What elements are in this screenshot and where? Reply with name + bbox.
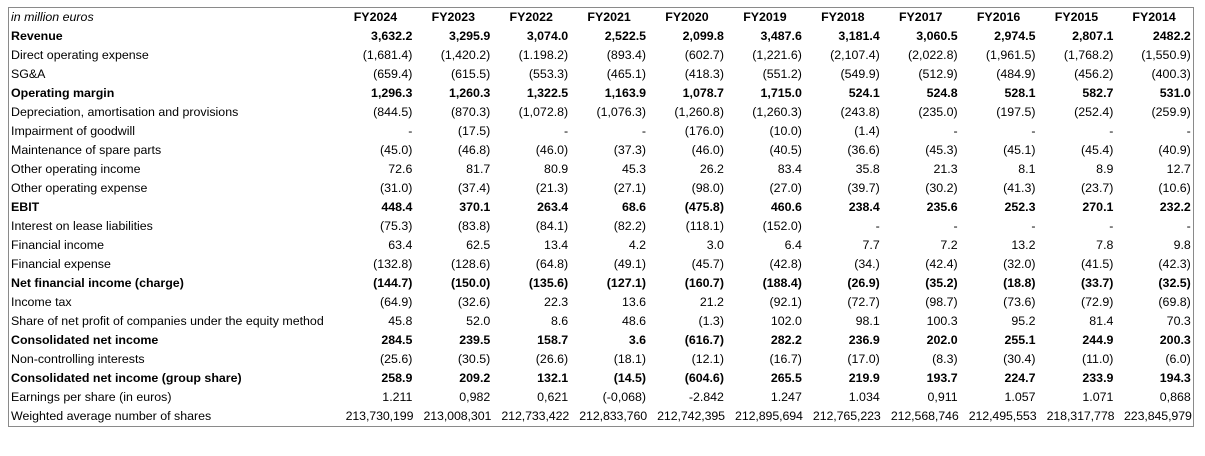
value-cell: 212,765,223 xyxy=(812,409,881,423)
value-cell: (150.0) xyxy=(451,276,491,290)
value-cell: (26.9) xyxy=(847,276,880,290)
row-label: SG&A xyxy=(11,67,46,81)
value-cell: (465.1) xyxy=(606,67,647,81)
value-cell: (83.8) xyxy=(457,219,491,233)
value-cell: 263.4 xyxy=(537,200,569,214)
table-row xyxy=(9,198,1194,217)
value-cell: 26.2 xyxy=(699,162,724,176)
value-cell: 1,296.3 xyxy=(371,86,413,100)
value-cell: (1,420.2) xyxy=(440,48,491,62)
value-cell: (41.3) xyxy=(1003,181,1036,195)
value-cell: 2,099.8 xyxy=(682,29,724,43)
value-cell: (132.8) xyxy=(373,257,413,271)
value-cell: 218,317,778 xyxy=(1046,409,1115,423)
value-cell: 232.2 xyxy=(1159,200,1191,214)
value-cell: - xyxy=(953,124,958,138)
value-cell: 212,733,422 xyxy=(501,409,570,423)
value-cell: (45.7) xyxy=(691,257,724,271)
value-cell: (1,681.4) xyxy=(362,48,413,62)
value-cell: (1,550.9) xyxy=(1141,48,1191,62)
value-cell: 3.0 xyxy=(706,238,724,252)
row-label: Financial income xyxy=(11,238,104,252)
value-cell: (49.1) xyxy=(613,257,647,271)
value-cell: 194.3 xyxy=(1159,371,1191,385)
value-cell: (1,961.5) xyxy=(985,48,1036,62)
value-cell: (197.5) xyxy=(996,105,1036,119)
value-cell: 212,833,760 xyxy=(579,409,648,423)
year-header: FY2022 xyxy=(509,10,553,24)
value-cell: (18.1) xyxy=(613,352,647,366)
value-cell: 35.8 xyxy=(855,162,880,176)
value-cell: 236.9 xyxy=(848,333,880,347)
value-cell: (42.4) xyxy=(925,257,958,271)
value-cell: (1.198.2) xyxy=(518,48,569,62)
value-cell: (37.3) xyxy=(613,143,647,157)
value-cell: 2,807.1 xyxy=(1072,29,1114,43)
value-cell: (30.4) xyxy=(1003,352,1036,366)
value-cell: (30.5) xyxy=(457,352,491,366)
value-cell: 132.1 xyxy=(537,371,569,385)
value-cell: (75.3) xyxy=(380,219,413,233)
value-cell: (1,260.3) xyxy=(752,105,802,119)
value-cell: 1.071 xyxy=(1082,390,1114,404)
value-cell: (46.0) xyxy=(535,143,569,157)
value-cell: (604.6) xyxy=(684,371,724,385)
table-row xyxy=(9,388,1194,407)
value-cell: 3,295.9 xyxy=(448,29,491,43)
value-cell: - xyxy=(953,219,958,233)
value-cell: 219.9 xyxy=(848,371,880,385)
value-cell: 1,322.5 xyxy=(526,86,569,100)
row-label: Other operating income xyxy=(11,162,141,176)
value-cell: 223,845,979 xyxy=(1123,409,1192,423)
value-cell: 63.4 xyxy=(388,238,413,252)
value-cell: (259.9) xyxy=(1151,105,1191,119)
row-label: Non-controlling interests xyxy=(11,352,145,366)
value-cell: 21.3 xyxy=(933,162,958,176)
value-cell: (8.3) xyxy=(932,352,958,366)
value-cell: 212,568,746 xyxy=(890,409,959,423)
value-cell: (135.6) xyxy=(528,276,569,290)
value-cell: 235.6 xyxy=(926,200,958,214)
value-cell: (41.5) xyxy=(1081,257,1114,271)
year-header: FY2017 xyxy=(898,10,943,24)
value-cell: 448.4 xyxy=(381,200,413,214)
value-cell: 233.9 xyxy=(1082,371,1114,385)
year-header: FY2021 xyxy=(587,10,631,24)
value-cell: (64.9) xyxy=(380,295,413,309)
value-cell: (176.0) xyxy=(684,124,724,138)
value-cell: 68.6 xyxy=(621,200,647,214)
value-cell: (10.0) xyxy=(769,124,802,138)
value-cell: (243.8) xyxy=(840,105,880,119)
value-cell: 1.057 xyxy=(1004,390,1036,404)
value-cell: (602.7) xyxy=(684,48,724,62)
value-cell: 255.1 xyxy=(1004,333,1036,347)
row-label: Impairment of goodwill xyxy=(11,124,135,138)
value-cell: (40.9) xyxy=(1158,143,1191,157)
value-cell: - xyxy=(1109,124,1114,138)
table-row xyxy=(9,103,1194,122)
value-cell: 212,495,553 xyxy=(968,409,1037,423)
value-cell: (72.7) xyxy=(847,295,880,309)
value-cell: (553.3) xyxy=(528,67,569,81)
value-cell: (418.3) xyxy=(684,67,724,81)
value-cell: - xyxy=(1031,219,1036,233)
value-cell: 6.4 xyxy=(784,238,802,252)
value-cell: 13.4 xyxy=(544,238,569,252)
value-cell: 282.2 xyxy=(770,333,802,347)
value-cell: 531.0 xyxy=(1159,86,1191,100)
value-cell: (400.3) xyxy=(1151,67,1191,81)
row-label: Other operating expense xyxy=(11,181,148,195)
value-cell: (42.3) xyxy=(1158,257,1191,271)
value-cell: 3,060.5 xyxy=(916,29,958,43)
row-label: Interest on lease liabilities xyxy=(11,219,153,233)
value-cell: (188.4) xyxy=(762,276,802,290)
table-row xyxy=(9,27,1194,46)
row-label: Earnings per share (in euros) xyxy=(11,390,172,404)
value-cell: 209.2 xyxy=(459,371,491,385)
year-header: FY2016 xyxy=(976,10,1021,24)
year-header: FY2019 xyxy=(743,10,787,24)
value-cell: 22.3 xyxy=(544,295,569,309)
row-label: Direct operating expense xyxy=(11,48,149,62)
value-cell: 100.3 xyxy=(926,314,958,328)
value-cell: (69.8) xyxy=(1158,295,1191,309)
value-cell: 213,008,301 xyxy=(423,409,492,423)
value-cell: (1.3) xyxy=(698,314,724,328)
value-cell: 13.6 xyxy=(621,295,647,309)
value-cell: 524.8 xyxy=(926,86,958,100)
value-cell: (73.6) xyxy=(1003,295,1036,309)
value-cell: - xyxy=(1186,124,1191,138)
value-cell: - xyxy=(564,124,569,138)
value-cell: 270.1 xyxy=(1082,200,1114,214)
table-row xyxy=(9,369,1194,388)
value-cell: (6.0) xyxy=(1165,352,1191,366)
row-label: Net financial income (charge) xyxy=(11,276,184,290)
value-cell: (12.1) xyxy=(691,352,724,366)
value-cell: 224.7 xyxy=(1004,371,1036,385)
value-cell: 2,974.5 xyxy=(994,29,1036,43)
value-cell: (25.6) xyxy=(380,352,413,366)
row-label: Revenue xyxy=(11,29,63,43)
value-cell: (14.5) xyxy=(613,371,647,385)
value-cell: 0,982 xyxy=(459,390,491,404)
value-cell: (31.0) xyxy=(380,181,413,195)
value-cell: 0,911 xyxy=(927,390,958,404)
value-cell: (82.2) xyxy=(613,219,647,233)
row-label: Share of net profit of companies under the equity method xyxy=(11,314,324,328)
value-cell: (32.0) xyxy=(1003,257,1036,271)
value-cell: 9.8 xyxy=(1173,238,1191,252)
value-cell: 80.9 xyxy=(544,162,569,176)
value-cell: 370.1 xyxy=(459,200,491,214)
value-cell: (45.0) xyxy=(380,143,413,157)
year-header: FY2014 xyxy=(1132,10,1176,24)
value-cell: 81.7 xyxy=(466,162,491,176)
value-cell: 239.5 xyxy=(459,333,491,347)
value-cell: 8.6 xyxy=(550,314,569,328)
value-cell: 52.0 xyxy=(466,314,491,328)
value-cell: (475.8) xyxy=(684,200,724,214)
value-cell: 81.4 xyxy=(1089,314,1114,328)
value-cell: (1,768.2) xyxy=(1063,48,1114,62)
value-cell: (152.0) xyxy=(762,219,802,233)
value-cell: (27.1) xyxy=(613,181,647,195)
value-cell: (42.8) xyxy=(769,257,802,271)
value-cell: (72.9) xyxy=(1081,295,1114,309)
table-header xyxy=(9,8,1194,28)
value-cell: 244.9 xyxy=(1082,333,1114,347)
value-cell: 212,742,395 xyxy=(657,409,725,423)
value-cell: (252.4) xyxy=(1074,105,1114,119)
value-cell: 3,487.6 xyxy=(760,29,802,43)
value-cell: 21.2 xyxy=(699,295,724,309)
value-cell: 193.7 xyxy=(926,371,958,385)
value-cell: (235.0) xyxy=(918,105,958,119)
value-cell: (551.2) xyxy=(762,67,802,81)
value-cell: 3.6 xyxy=(628,333,647,347)
value-cell: (36.6) xyxy=(847,143,880,157)
value-cell: (1,072.8) xyxy=(518,105,569,119)
value-cell: 45.8 xyxy=(388,314,413,328)
table-row xyxy=(9,179,1194,198)
value-cell: (17.0) xyxy=(847,352,880,366)
value-cell: 7.8 xyxy=(1096,238,1114,252)
value-cell: 7.2 xyxy=(940,238,958,252)
value-cell: 1,260.3 xyxy=(448,86,491,100)
value-cell: 1,163.9 xyxy=(604,86,647,100)
value-cell: (17.5) xyxy=(457,124,491,138)
value-cell: (512.9) xyxy=(918,67,958,81)
value-cell: (160.7) xyxy=(684,276,724,290)
value-cell: (128.6) xyxy=(451,257,491,271)
value-cell: (1.4) xyxy=(854,124,880,138)
value-cell: (10.6) xyxy=(1158,181,1191,195)
row-label: Income tax xyxy=(11,295,72,309)
table-row xyxy=(9,84,1194,103)
value-cell: 200.3 xyxy=(1159,333,1191,347)
value-cell: 98.1 xyxy=(855,314,880,328)
value-cell: 3,074.0 xyxy=(526,29,569,43)
value-cell: 0,621 xyxy=(537,390,569,404)
value-cell: (659.4) xyxy=(373,67,413,81)
value-cell: 70.3 xyxy=(1166,314,1191,328)
value-cell: 12.7 xyxy=(1166,162,1191,176)
value-cell: 213,730,199 xyxy=(345,409,414,423)
row-label: EBIT xyxy=(11,200,40,214)
table-row xyxy=(9,350,1194,369)
value-cell: 48.6 xyxy=(621,314,647,328)
year-header: FY2020 xyxy=(665,10,709,24)
value-cell: (45.3) xyxy=(925,143,958,157)
value-cell: (2,022.8) xyxy=(908,48,958,62)
value-cell: 95.2 xyxy=(1011,314,1036,328)
value-cell: 1.211 xyxy=(382,390,413,404)
value-cell: 265.5 xyxy=(770,371,802,385)
value-cell: (870.3) xyxy=(451,105,491,119)
value-cell: (98.7) xyxy=(925,295,958,309)
value-cell: (34.) xyxy=(854,257,880,271)
row-label: Weighted average number of shares xyxy=(11,409,212,423)
value-cell: (2,107.4) xyxy=(830,48,880,62)
table-row xyxy=(9,331,1194,350)
table-body xyxy=(9,27,1194,427)
value-cell: 0,868 xyxy=(1159,390,1191,404)
value-cell: 258.9 xyxy=(381,371,413,385)
value-cell: - xyxy=(1186,219,1191,233)
value-cell: (92.1) xyxy=(769,295,802,309)
value-cell: 238.4 xyxy=(848,200,880,214)
value-cell: 83.4 xyxy=(777,162,802,176)
value-cell: - xyxy=(641,124,647,138)
table-row xyxy=(9,274,1194,293)
value-cell: (64.8) xyxy=(535,257,569,271)
value-cell: 62.5 xyxy=(466,238,491,252)
header-row xyxy=(9,8,1194,28)
table-row xyxy=(9,407,1194,427)
value-cell: 72.6 xyxy=(388,162,413,176)
value-cell: (144.7) xyxy=(373,276,413,290)
value-cell: 8.9 xyxy=(1096,162,1114,176)
value-cell: (46.0) xyxy=(691,143,724,157)
value-cell: (40.5) xyxy=(769,143,802,157)
value-cell: 1.034 xyxy=(848,390,880,404)
unit-label: in million euros xyxy=(11,10,94,24)
value-cell: (45.1) xyxy=(1003,143,1036,157)
row-label: Maintenance of spare parts xyxy=(11,143,162,157)
value-cell: (1,260.8) xyxy=(674,105,724,119)
value-cell: 528.1 xyxy=(1004,86,1036,100)
table-row xyxy=(9,217,1194,236)
row-label: Financial expense xyxy=(11,257,111,271)
table-row xyxy=(9,293,1194,312)
value-cell: (32.5) xyxy=(1158,276,1191,290)
value-cell: 2482.2 xyxy=(1152,29,1191,43)
value-cell: 8.1 xyxy=(1018,162,1036,176)
value-cell: (615.5) xyxy=(451,67,491,81)
year-header: FY2015 xyxy=(1054,10,1099,24)
year-header: FY2018 xyxy=(821,10,865,24)
income-statement-table xyxy=(8,7,1194,427)
value-cell: (21.3) xyxy=(535,181,569,195)
value-cell: 582.7 xyxy=(1082,86,1114,100)
year-header: FY2023 xyxy=(431,10,476,24)
value-cell: (35.2) xyxy=(925,276,958,290)
value-cell: (11.0) xyxy=(1081,352,1114,366)
value-cell: (-0,068) xyxy=(602,390,647,404)
row-label: Consolidated net income (group share) xyxy=(11,371,242,385)
value-cell: - xyxy=(408,124,413,138)
value-cell: 3,181.4 xyxy=(838,29,880,43)
value-cell: (549.9) xyxy=(840,67,880,81)
value-cell: 202.0 xyxy=(926,333,958,347)
value-cell: 284.5 xyxy=(381,333,413,347)
table-row xyxy=(9,236,1194,255)
value-cell: (118.1) xyxy=(685,219,724,233)
value-cell: (893.4) xyxy=(606,48,647,62)
value-cell: (27.0) xyxy=(769,181,802,195)
value-cell: (33.7) xyxy=(1081,276,1114,290)
value-cell: (16.7) xyxy=(769,352,802,366)
value-cell: (1,221.6) xyxy=(752,48,802,62)
value-cell: 102.0 xyxy=(770,314,802,328)
value-cell: 4.2 xyxy=(628,238,647,252)
value-cell: (844.5) xyxy=(373,105,413,119)
table-row xyxy=(9,255,1194,274)
value-cell: (18.8) xyxy=(1003,276,1036,290)
value-cell: (616.7) xyxy=(684,333,724,347)
value-cell: 212,895,694 xyxy=(735,409,803,423)
value-cell: 13.2 xyxy=(1011,238,1036,252)
row-label: Operating margin xyxy=(11,86,115,100)
value-cell: 1.247 xyxy=(770,390,802,404)
value-cell: (127.1) xyxy=(606,276,647,290)
value-cell: (32.6) xyxy=(457,295,491,309)
value-cell: (484.9) xyxy=(996,67,1036,81)
value-cell: 3,632.2 xyxy=(371,29,413,43)
year-header: FY2024 xyxy=(353,10,398,24)
value-cell: (23.7) xyxy=(1081,181,1114,195)
value-cell: (39.7) xyxy=(847,181,880,195)
value-cell: (1,076.3) xyxy=(596,105,647,119)
value-cell: (46.8) xyxy=(457,143,491,157)
value-cell: 45.3 xyxy=(621,162,647,176)
value-cell: 7.7 xyxy=(862,238,880,252)
value-cell: (456.2) xyxy=(1074,67,1114,81)
value-cell: - xyxy=(875,219,880,233)
value-cell: 158.7 xyxy=(537,333,569,347)
value-cell: 524.1 xyxy=(848,86,880,100)
value-cell: (98.0) xyxy=(691,181,724,195)
value-cell: 1,078.7 xyxy=(682,86,724,100)
table-row xyxy=(9,65,1194,84)
value-cell: (45.4) xyxy=(1081,143,1114,157)
table-row xyxy=(9,46,1194,65)
value-cell: - xyxy=(1109,219,1114,233)
table-row xyxy=(9,122,1194,141)
table-row xyxy=(9,160,1194,179)
table-row xyxy=(9,141,1194,160)
value-cell: - xyxy=(1031,124,1036,138)
value-cell: (84.1) xyxy=(535,219,569,233)
value-cell: (37.4) xyxy=(457,181,491,195)
value-cell: 2,522.5 xyxy=(604,29,647,43)
table-row xyxy=(9,312,1194,331)
row-label: Consolidated net income xyxy=(11,333,159,347)
value-cell: (30.2) xyxy=(925,181,958,195)
value-cell: 460.6 xyxy=(770,200,802,214)
value-cell: 252.3 xyxy=(1004,200,1036,214)
row-label: Depreciation, amortisation and provisions xyxy=(11,105,239,119)
value-cell: (26.6) xyxy=(535,352,569,366)
value-cell: 1,715.0 xyxy=(760,86,802,100)
value-cell: -2.842 xyxy=(688,390,724,404)
